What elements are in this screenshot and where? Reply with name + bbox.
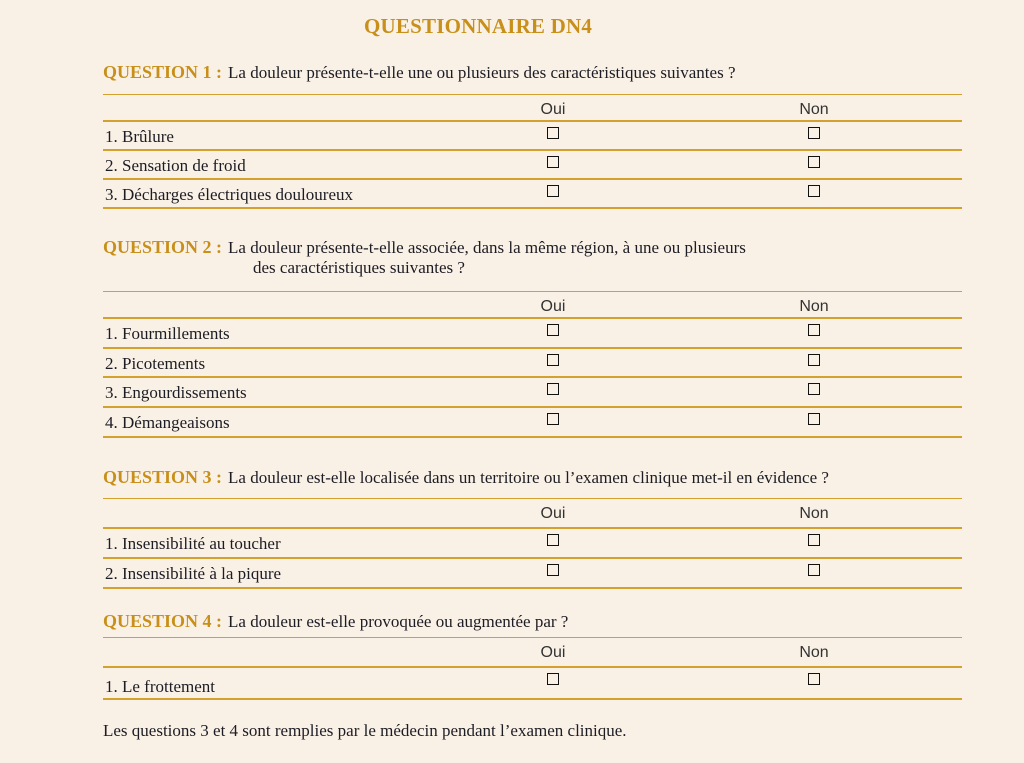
yes-checkbox[interactable]: [547, 534, 559, 546]
table-row: [103, 349, 962, 378]
yes-checkbox[interactable]: [547, 156, 559, 168]
item-label: 3. Engourdissements: [105, 383, 247, 402]
item-label: 1. Insensibilité au toucher: [105, 534, 281, 553]
no-checkbox[interactable]: [808, 564, 820, 576]
item-label: 2. Sensation de froid: [105, 156, 246, 175]
yes-checkbox[interactable]: [547, 413, 559, 425]
question-1-table: [103, 94, 962, 209]
column-yes: Oui: [540, 644, 566, 661]
question-text: La douleur est-elle localisée dans un territoire ou l’examen clinique met-il en évidence ?: [228, 468, 829, 487]
table-header: [103, 498, 962, 529]
column-yes: Oui: [540, 505, 566, 522]
column-no: Non: [799, 505, 829, 522]
title-text: QUESTIONNAIRE DN4: [364, 14, 593, 38]
table-header: [103, 94, 962, 122]
yes-checkbox[interactable]: [547, 673, 559, 685]
question-label: QUESTION 2 :: [103, 237, 223, 257]
table-row: [103, 319, 962, 349]
no-checkbox[interactable]: [808, 156, 820, 168]
table-row: [103, 122, 962, 151]
column-yes: Oui: [540, 101, 566, 118]
yes-checkbox[interactable]: [547, 383, 559, 395]
question-text: La douleur présente-t-elle une ou plusieurs des caractéristiques suivantes ?: [228, 63, 736, 82]
question-4-table: [103, 637, 962, 700]
question-2-table: [103, 291, 962, 438]
column-no: Non: [799, 298, 829, 315]
yes-checkbox[interactable]: [547, 354, 559, 366]
no-checkbox[interactable]: [808, 413, 820, 425]
item-label: 1. Brûlure: [105, 127, 174, 146]
question-label: QUESTION 1 :: [103, 62, 223, 82]
table-header: [103, 637, 962, 668]
yes-checkbox[interactable]: [547, 564, 559, 576]
question-label: QUESTION 4 :: [103, 611, 223, 631]
question-text-continued: des caractéristiques suivantes ?: [253, 258, 465, 277]
no-checkbox[interactable]: [808, 127, 820, 139]
table-row: [103, 180, 962, 209]
table-row: [103, 668, 962, 700]
table-row: [103, 529, 962, 559]
question-text: La douleur présente-t-elle associée, dans la même région, à une ou plusieurs: [228, 238, 746, 257]
table-row: [103, 151, 962, 180]
question-3-header: [103, 467, 829, 488]
table-row: [103, 559, 962, 589]
question-text: La douleur est-elle provoquée ou augmentée par ?: [228, 612, 569, 631]
yes-checkbox[interactable]: [547, 127, 559, 139]
item-label: 2. Insensibilité à la piqure: [105, 564, 282, 583]
table-row: [103, 408, 962, 438]
item-label: 4. Démangeaisons: [105, 413, 230, 432]
column-no: Non: [799, 644, 829, 661]
no-checkbox[interactable]: [808, 324, 820, 336]
no-checkbox[interactable]: [808, 383, 820, 395]
yes-checkbox[interactable]: [547, 185, 559, 197]
column-yes: Oui: [540, 298, 566, 315]
item-label: 1. Le frottement: [105, 677, 215, 696]
item-label: 3. Décharges électriques douloureux: [105, 185, 353, 204]
column-no: Non: [799, 101, 829, 118]
question-4-header: [103, 611, 568, 632]
table-row: [103, 378, 962, 408]
no-checkbox[interactable]: [808, 673, 820, 685]
no-checkbox[interactable]: [808, 185, 820, 197]
footer-note: Les questions 3 et 4 sont remplies par le médecin pendant l’examen clinique.: [103, 721, 627, 740]
item-label: 1. Fourmillements: [105, 324, 230, 343]
question-1-header: [103, 62, 735, 83]
table-header: [103, 291, 962, 319]
item-label: 2. Picotements: [105, 354, 206, 373]
no-checkbox[interactable]: [808, 534, 820, 546]
no-checkbox[interactable]: [808, 354, 820, 366]
question-3-table: [103, 498, 962, 589]
question-2-header: [103, 237, 746, 278]
question-label: QUESTION 3 :: [103, 467, 223, 487]
yes-checkbox[interactable]: [547, 324, 559, 336]
